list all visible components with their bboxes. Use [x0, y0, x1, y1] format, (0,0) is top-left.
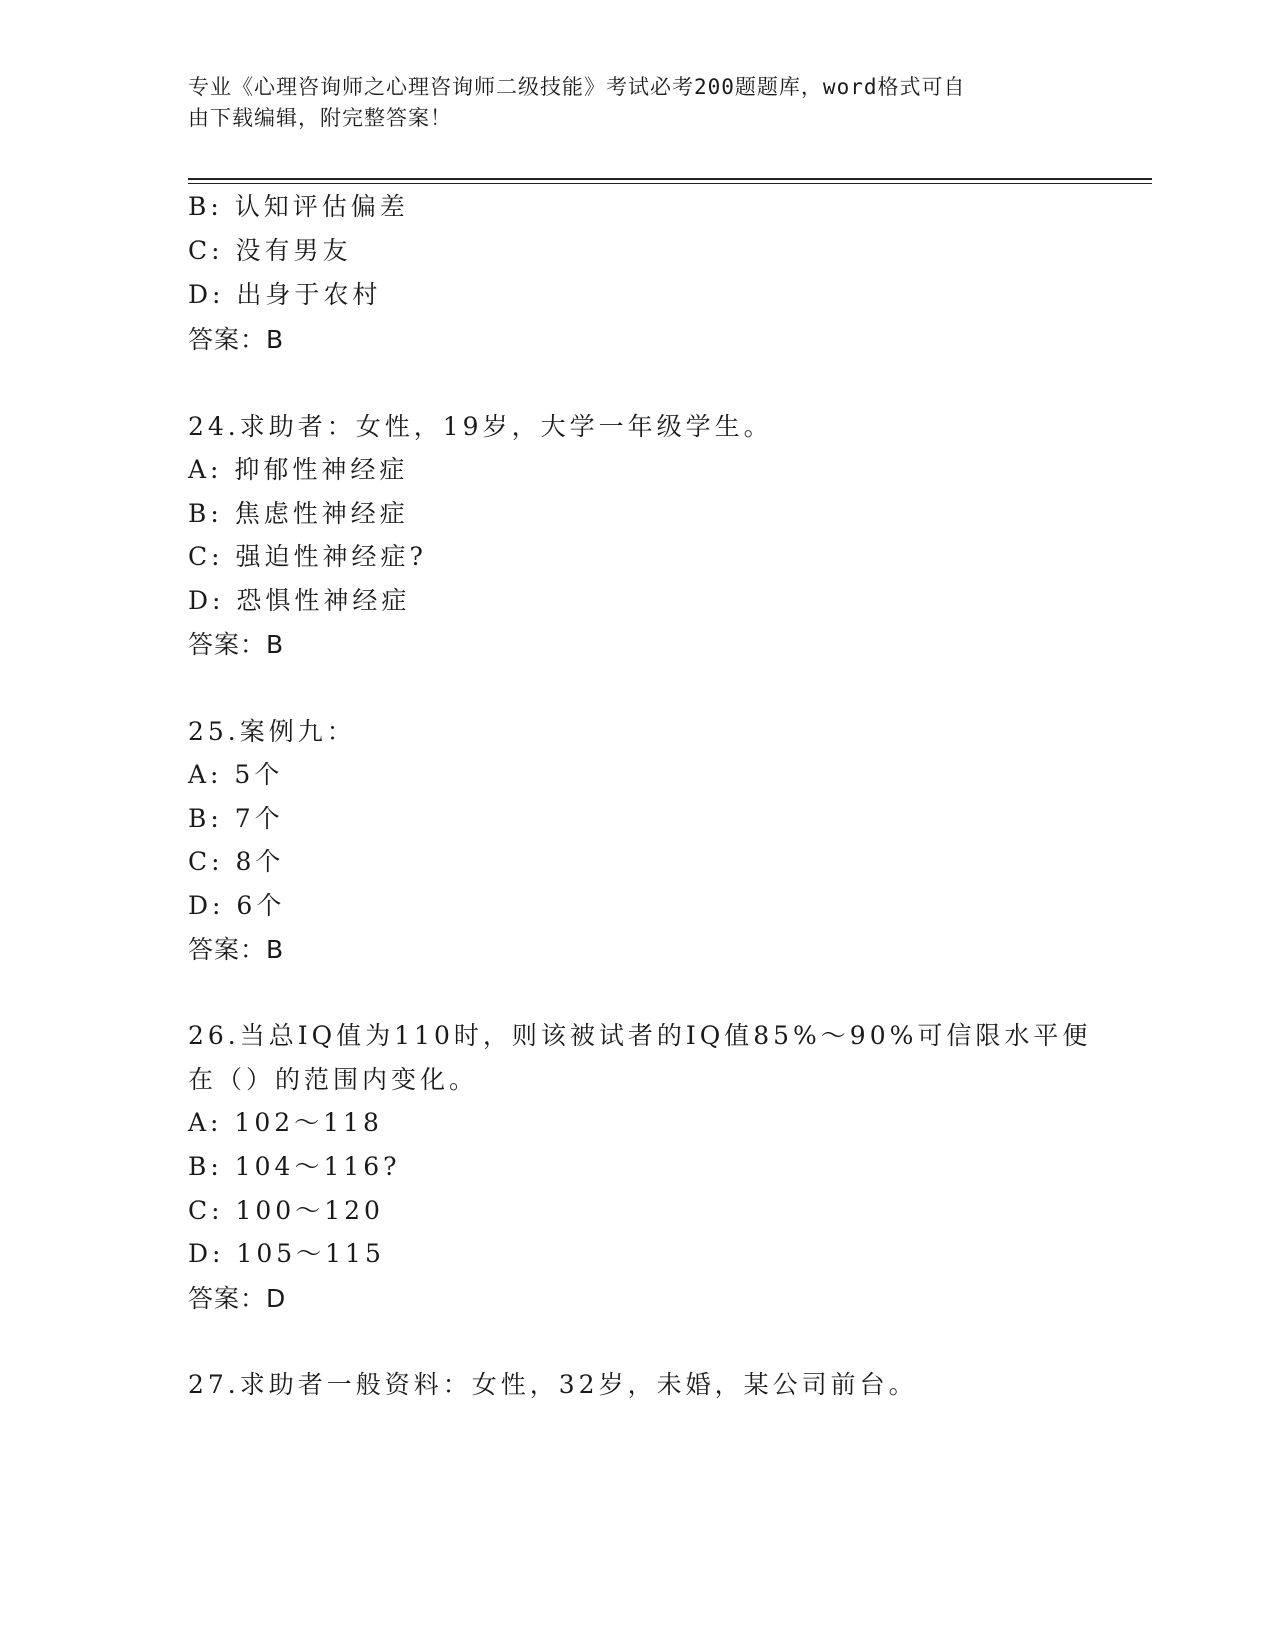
q23-answer: 答案：B: [188, 325, 285, 354]
q26-answer: 答案：D: [188, 1284, 287, 1313]
header-divider-thin: [188, 183, 1152, 184]
q26-option-c: C: 100～120: [188, 1196, 384, 1225]
q25-option-d: D: 6个: [188, 891, 286, 920]
q24-option-b: B: 焦虑性神经症: [188, 499, 409, 528]
header-line-2: 由下载编辑，附完整答案！: [188, 106, 452, 130]
q24-option-a: A: 抑郁性神经症: [188, 455, 409, 484]
q25-answer: 答案：B: [188, 935, 285, 964]
q24-option-c: C: 强迫性神经症?: [188, 542, 427, 571]
q25-stem: 25.案例九：: [188, 717, 356, 746]
q23-option-b: B: 认知评估偏差: [188, 192, 409, 221]
q26-option-a: A: 102～118: [188, 1108, 383, 1137]
q24-stem: 24.求助者：女性，19岁，大学一年级学生。: [188, 412, 773, 441]
q24-option-d: D: 恐惧性神经症: [188, 586, 411, 615]
q26-stem-line-1: 26.当总IQ值为110时，则该被试者的IQ值85%～90%可信限水平便: [188, 1021, 1092, 1050]
q23-option-c: C: 没有男友: [188, 236, 352, 265]
q26-option-b: B: 104～116?: [188, 1152, 401, 1181]
q26-option-d: D: 105～115: [188, 1239, 385, 1268]
header-divider-thick: [188, 178, 1152, 180]
q24-answer: 答案：B: [188, 630, 285, 659]
q25-option-b: B: 7个: [188, 804, 284, 833]
q23-option-d: D: 出身于农村: [188, 280, 382, 309]
q25-option-a: A: 5个: [188, 760, 284, 789]
q25-option-c: C: 8个: [188, 847, 285, 876]
q27-stem: 27.求助者一般资料：女性，32岁，未婚，某公司前台。: [188, 1370, 918, 1399]
document-header: [188, 72, 1068, 134]
q26-stem-line-2: 在（）的范围内变化。: [188, 1065, 479, 1094]
header-line-1: 专业《心理咨询师之心理咨询师二级技能》考试必考200题题库，word格式可自: [188, 75, 966, 99]
